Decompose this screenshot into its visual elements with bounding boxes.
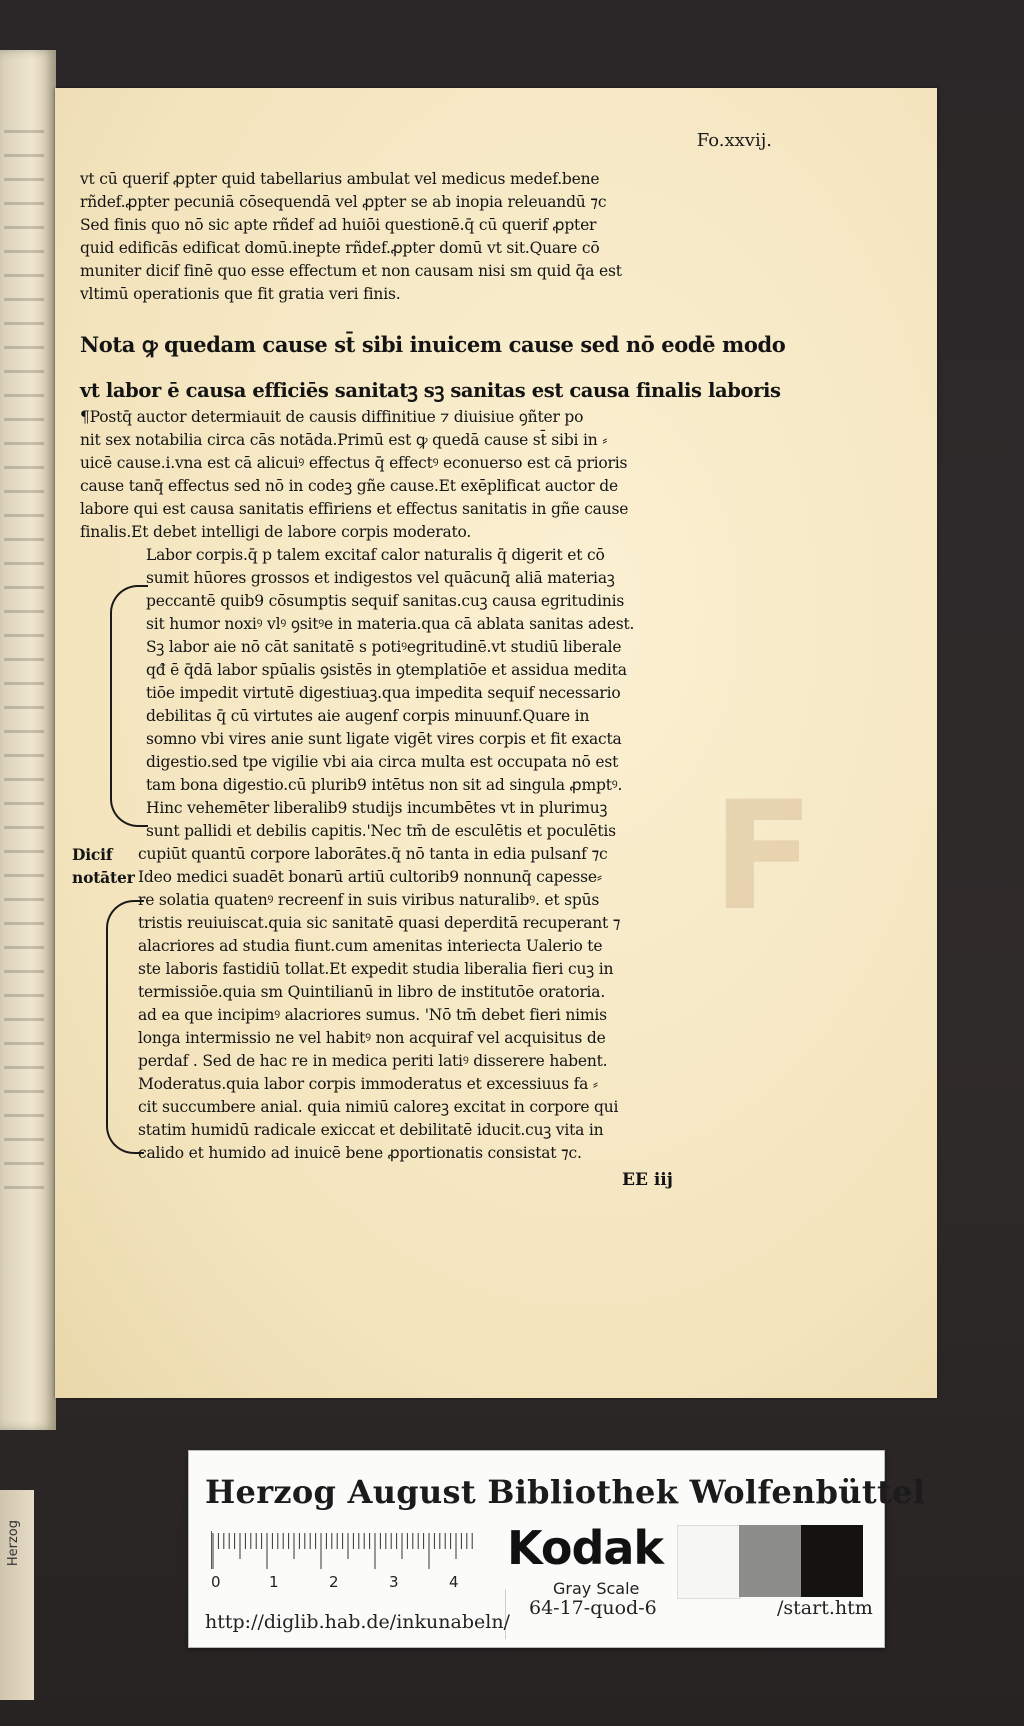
text-line: muniter dicif finē quo esse effectum et non causam nisi sm quid q̄a est (80, 262, 622, 280)
text-line: termissiōe.quia sm Quintilianū in libro de institutōe oratoria. (138, 983, 606, 1001)
watermark-letter: F (712, 770, 815, 944)
left-page-edge (0, 50, 56, 1430)
left-card-fragment-text: Herzog (6, 1520, 21, 1567)
gray-swatch-black (801, 1525, 863, 1597)
text-line: qđ ē q̄dā labor spūalis ꝯsistēs in ꝯtemplatiōe et assidua medita (146, 661, 627, 679)
ruler-scale (211, 1529, 481, 1589)
commentary-block-1 (146, 544, 702, 843)
ruler-number: 1 (269, 1573, 279, 1589)
library-url: http://diglib.hab.de/inkunabeln/ (205, 1611, 510, 1633)
margin-brace-1 (110, 585, 148, 827)
heading-line: Nota ꝙ quedam cause st̄ sibi inuicem cause sed nō eodē modo (80, 332, 786, 357)
margin-note-notanter: notāter (72, 868, 135, 887)
folio-number: Fo.xxvij. (696, 130, 772, 151)
document-id: 64-17-quod-6 (529, 1597, 657, 1619)
paragraph-4 (138, 843, 702, 1165)
text-line: vltimū operationis que fit gratia veri finis. (80, 285, 401, 303)
left-card-fragment (0, 1490, 34, 1700)
text-line: Moderatus.quia labor corpis immoderatus et excessiuus fa ⸗ (138, 1075, 598, 1093)
text-line: tristis reuiuiscat.quia sic sanitatē quasi deperditā recuperant ⁊ (138, 914, 621, 932)
text-line: calido et humido ad inuicē bene ꝓportionatis consistat ⁊c. (138, 1144, 582, 1162)
section-heading (80, 330, 786, 406)
text-line: perdaf . Sed de hac re in medica periti latiꝰ disserere habent. (138, 1052, 608, 1070)
paragraph-2 (80, 406, 702, 544)
text-line: longa intermissio ne vel habitꝰ non acquiraf vel acquisitus de (138, 1029, 606, 1047)
text-line: finalis.Et debet intelligi de labore corpis moderato. (80, 523, 472, 541)
text-line: sit humor noxiꝰ vlꝰ ꝯsitꝰe in materia.qua cā ablata sanitas adest. (146, 615, 635, 633)
kodak-logo: Kodak (507, 1521, 663, 1575)
text-line: cupiūt quantū corpore laborātes.q̄ nō tanta in edia pulsanf ⁊c (138, 845, 608, 863)
left-page-text-lines (4, 130, 44, 1190)
start-page: /start.htm (777, 1597, 873, 1619)
ruler-number: 0 (211, 1573, 221, 1589)
gray-swatch-mid (739, 1525, 801, 1597)
text-line: Hinc vehemēter liberalib9 studijs incumbētes vt in plurimuꝫ (146, 799, 608, 817)
ruler-number: 4 (449, 1573, 459, 1589)
text-line: re solatia quatenꝰ recreenf in suis viribus naturalibꝰ. et spūs (138, 891, 600, 909)
text-line: nit sex notabilia circa cās notāda.Primū est ꝙ quedā cause st̄ sibi in ⸗ (80, 431, 608, 449)
text-line: cit succumbere anial. quia nimiū caloreꝫ excitat in corpore qui (138, 1098, 619, 1116)
text-line: labore qui est causa sanitatis effiriens et effectus sanitatis in gñe cause (80, 500, 629, 518)
text-line: cause tanq̄ effectus sed nō in codeꝫ gñe cause.Et exēplificat auctor de (80, 477, 618, 495)
text-line: Sed finis quo nō sic apte rñdef ad huiōi questionē.q̄ cū querif ꝓpter (80, 216, 597, 234)
signature-mark: EE iij (622, 1170, 673, 1190)
text-line: ad ea que incipimꝰ alacriores sumus. 'Nō tm̄ debet fieri nimis (138, 1006, 607, 1024)
text-line: Labor corpis.q̄ p talem excitaf calor naturalis q̄ digerit et cō (146, 546, 605, 564)
paragraph-3 (146, 544, 702, 843)
text-line: Sꝫ labor aie nō cāt sanitatē s potiꝰegritudinē.vt studiū liberale (146, 638, 622, 656)
text-line: tam bona digestio.cū plurib9 intētus non sit ad singula ꝓmptꝰ. (146, 776, 623, 794)
text-line: somno vbi vires anie sunt ligate vigēt vires corpis et fit exacta (146, 730, 622, 748)
main-text (72, 168, 786, 1165)
paragraph-1 (80, 168, 702, 306)
ruler-number: 2 (329, 1573, 339, 1589)
text-line: rñdef.ꝓpter pecuniā cōsequendā vel ꝓpter se ab inopia releuandū ⁊c (80, 193, 607, 211)
text-line: sunt pallidi et debilis capitis.'Nec tm̄ de esculētis et poculētis (146, 822, 616, 840)
text-line: peccantē quib9 cōsumptis sequif sanitas.cuꝫ causa egritudinis (146, 592, 625, 610)
text-line: Ideo medici suadēt bonarū artiū cultorib9 nonnunq̄ capesse⸗ (138, 868, 602, 886)
text-line: tiōe impedit virtutē digestiuaꝫ.qua impedita sequif necessario (146, 684, 621, 702)
ruler-number: 3 (389, 1573, 399, 1589)
heading-line: vt labor ē causa efficiēs sanitatꝫ sꝫ sanitas est causa finalis laboris (80, 379, 781, 402)
text-line: ¶Postq̄ auctor determiauit de causis diffinitiue ⁊ diuisiue ꝯñter po (80, 408, 584, 426)
text-line: vt cū querif ꝓpter quid tabellarius ambulat vel medicus medef.bene (80, 170, 600, 188)
text-line: digestio.sed tpe vigilie vbi aia circa multa est occupata nō est (146, 753, 619, 771)
margin-note-dicif: Dicif (72, 845, 113, 864)
text-line: ste laboris fastidiū tollat.Et expedit studia liberalia fieri cuꝫ in (138, 960, 614, 978)
commentary-block-2 (72, 843, 702, 1165)
library-name: Herzog August Bibliothek Wolfenbüttel (205, 1473, 926, 1511)
text-line: quid edificās edificat domū.inepte rñdef.ꝓpter domū vt sit.Quare cō (80, 239, 600, 257)
gray-swatch-white (677, 1525, 741, 1599)
margin-brace-2 (106, 900, 144, 1154)
library-target-card (188, 1450, 926, 1648)
text-line: sumit hūores grossos et indigestos vel quācunq̄ aliā materiaꝫ (146, 569, 615, 587)
gray-scale-label: Gray Scale (553, 1579, 640, 1598)
text-line: uicē cause.i.vna est cā alicuiꝰ effectus q̄ effectꝰ econuerso est cā prioris (80, 454, 628, 472)
text-line: alacriores ad studia fiunt.cum amenitas interiecta Ualerio te (138, 937, 603, 955)
text-line: debilitas q̄ cū virtutes aie augenf corpis minuunf.Quare in (146, 707, 590, 725)
text-line: statim humidū radicale exiccat et debilitatē iducit.cuꝫ vita in (138, 1121, 604, 1139)
